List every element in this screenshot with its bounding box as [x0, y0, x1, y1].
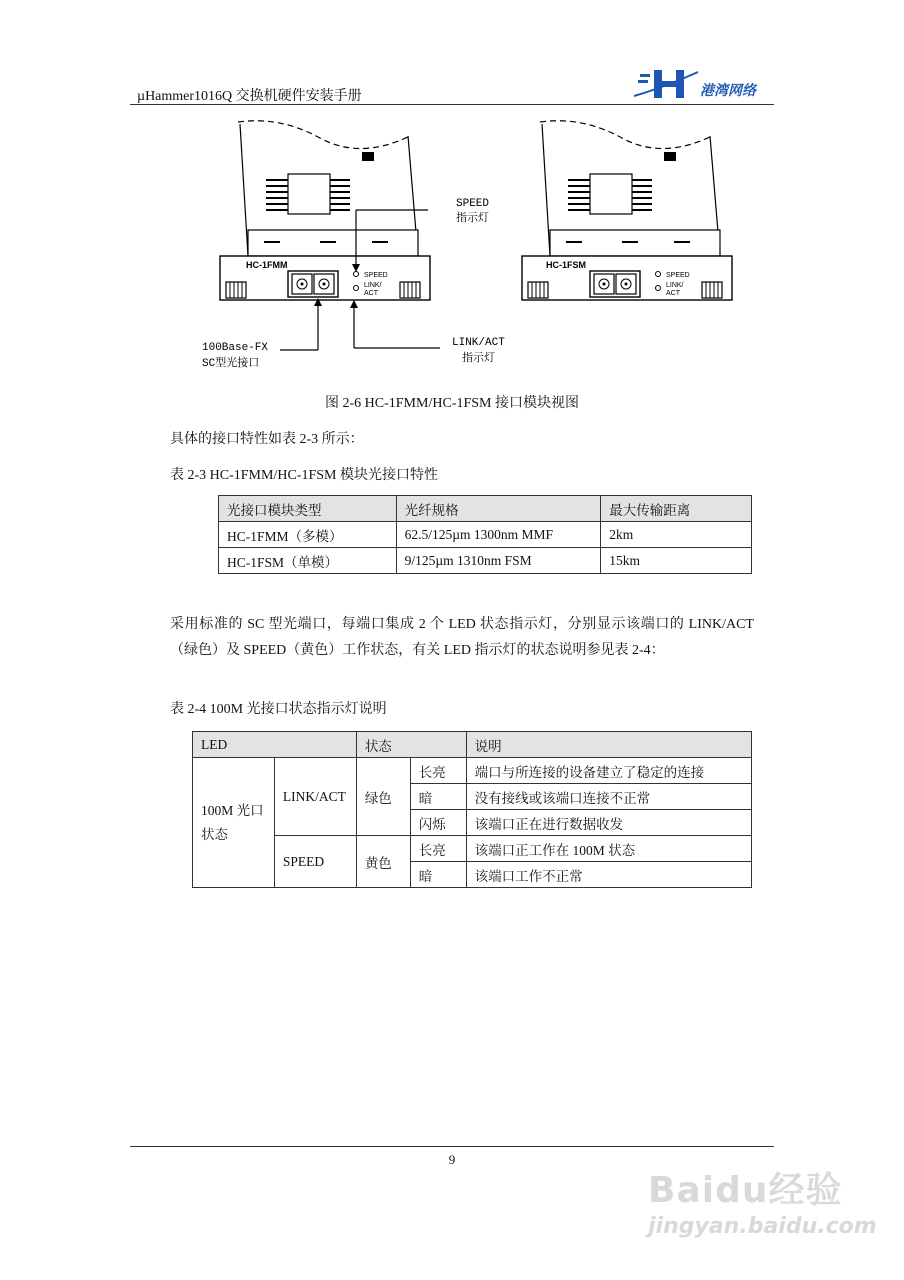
table-cell: 62.5/125µm 1300nm MMF: [396, 522, 601, 548]
state-cell: 长亮: [410, 758, 466, 784]
table-header-cell: 说明: [466, 732, 751, 758]
table-row: [193, 836, 752, 862]
footer-rule: [130, 1146, 774, 1147]
fiber-spec-table: [218, 495, 752, 574]
body-paragraph: 采用标准的 SC 型光端口，每端口集成 2 个 LED 状态指示灯，分别显示该端口的 LINK/ACT（绿色）及 SPEED（黄色）工作状态，有关 LED 指示灯的状态说明参见表 2-4：: [170, 617, 754, 658]
led-name-cell: SPEED: [274, 836, 356, 888]
description-cell: 端口与所连接的设备建立了稳定的连接: [466, 758, 751, 784]
header-title: µHammer1016Q 交换机硬件安装手册: [137, 89, 362, 104]
led-name-cell: LINK/ACT: [274, 758, 356, 836]
logo-text: 港湾网络: [700, 83, 756, 99]
led-color-cell: 黄色: [356, 836, 410, 888]
table-row: [193, 758, 752, 784]
callout-link-line1: LINK/ACT: [452, 337, 505, 349]
table-row: [219, 548, 752, 574]
header-rule: [130, 104, 774, 105]
table-header-cell: 最大传输距离: [601, 496, 752, 522]
description-cell: 该端口工作不正常: [466, 862, 751, 888]
led-act-label-right: ACT: [666, 290, 680, 297]
callout-speed-line1: SPEED: [456, 198, 490, 210]
company-logo-icon: [632, 66, 702, 107]
led-act-label-left: ACT: [364, 290, 378, 297]
state-cell: 暗: [410, 784, 466, 810]
table-header-cell: 状态: [356, 732, 466, 758]
table-header-cell: LED: [193, 732, 357, 758]
led-speed-label-left: SPEED: [364, 272, 388, 279]
state-cell: 暗: [410, 862, 466, 888]
table2-title: 表 2-4 100M 光接口状态指示灯说明: [170, 702, 387, 717]
state-cell: 闪烁: [410, 810, 466, 836]
callout-speed-line2: 指示灯: [456, 213, 489, 225]
state-cell: 长亮: [410, 836, 466, 862]
led-status-table: [192, 731, 752, 888]
description-cell: 该端口正工作在 100M 状态: [466, 836, 751, 862]
description-cell: 没有接线或该端口连接不正常: [466, 784, 751, 810]
table-header-row: [193, 732, 752, 758]
callout-link-line2: 指示灯: [462, 353, 495, 365]
figure-caption: 图 2-6 HC-1FMM/HC-1FSM 接口模块视图: [325, 396, 579, 411]
module-right-label: HC-1FSM: [546, 260, 586, 270]
table-header-cell: 光接口模块类型: [219, 496, 397, 522]
module-right-drawing: [522, 121, 732, 300]
table-cell: HC-1FSM（单模）: [219, 548, 397, 574]
led-speed-label-right: SPEED: [666, 272, 690, 279]
led-link-label-left: LINK/: [364, 282, 382, 289]
module-left-label: HC-1FMM: [246, 260, 288, 270]
table-cell: 9/125µm 1310nm FSM: [396, 548, 601, 574]
led-color-cell: 绿色: [356, 758, 410, 836]
led-link-label-right: LINK/: [666, 282, 684, 289]
watermark-logo: Baidu经验: [648, 1170, 843, 1211]
led-group-cell: 100M 光口状态: [193, 758, 275, 888]
watermark-url: jingyan.baidu.com: [648, 1214, 877, 1239]
callout-port-line1: 100Base-FX: [202, 342, 269, 354]
callout-port-line2: SC型光接口: [202, 358, 260, 370]
module-figure: [200, 114, 760, 379]
intro-text: 具体的接口特性如表 2-3 所示：: [170, 432, 364, 447]
table-row: [219, 522, 752, 548]
table-header-cell: 光纤规格: [396, 496, 601, 522]
table-cell: 2km: [601, 522, 752, 548]
table-cell: 15km: [601, 548, 752, 574]
table-header-row: [219, 496, 752, 522]
table-cell: HC-1FMM（多模）: [219, 522, 397, 548]
table1-title: 表 2-3 HC-1FMM/HC-1FSM 模块光接口特性: [170, 468, 438, 483]
page-number: 9: [448, 1152, 456, 1167]
description-cell: 该端口正在进行数据收发: [466, 810, 751, 836]
